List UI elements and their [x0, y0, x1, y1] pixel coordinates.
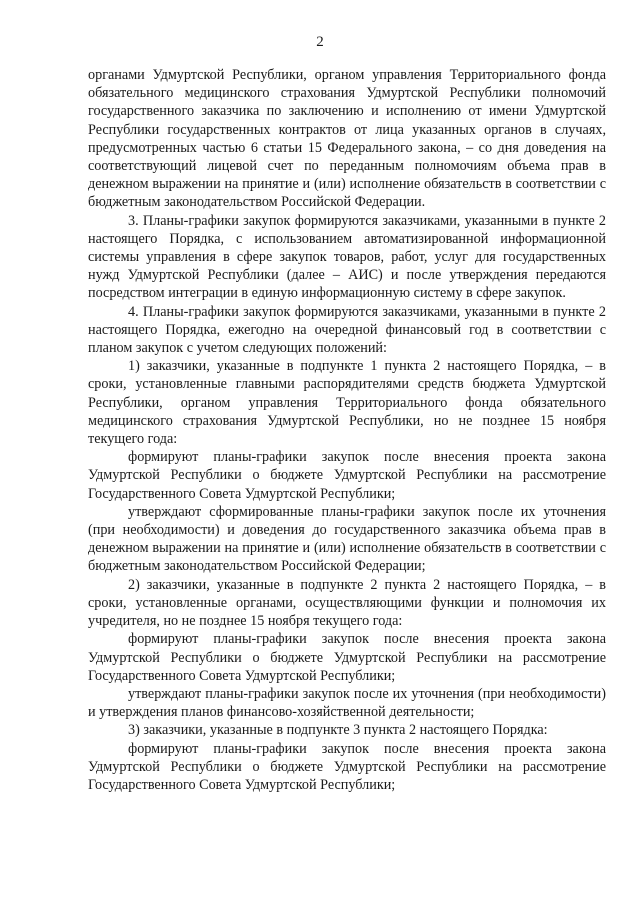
subitem-1-form: формируют планы-графики закупок после внесения проекта закона Удмуртской Республики о бюджете Удмуртской Республики на рассмотрение Государственного Совета Удмуртской Республики; [88, 449, 606, 502]
subitem-1: 1) заказчики, указанные в подпункте 1 пункта 2 настоящего Порядка, – в сроки, установленные главными распорядителями средств бюджета Удмуртской Республики, органом управления Территориального фонда обязательного медицинского страхования Удмуртской Республики, но не позднее 15 ноября текущего года: [88, 358, 606, 448]
subitem-3-form: формируют планы-графики закупок после внесения проекта закона Удмуртской Республики о бюджете Удмуртской Республики на рассмотрение Государственного Совета Удмуртской Республики; [88, 740, 606, 793]
subitem-1-approve: утверждают сформированные планы-графики закупок после их уточнения (при необходимости) и доведения до государственного заказчика объема прав в денежном выражении на принятие и (или) исполнение обязательств в соответствии с бюджетным законодательством Российской Федерации; [88, 503, 606, 575]
paragraph-continuation: органами Удмуртской Республики, органом управления Территориального фонда обязательного медицинского страхования Удмуртской Республики полномочий государственного заказчика по заключению и исполнению от имени Удмуртской Республики государственных контрактов от лица указанных органов в случаях, предусмотренных частью 6 статьи 15 Федерального закона, – со дня доведения на соответствующий лицевой счет по переданным полномочиям объема прав в денежном выражении на принятие и (или) исполнение обязательств в соответствии с бюджетным законодательством Российской Федерации. [88, 67, 606, 211]
page-number: 2 [316, 34, 324, 50]
subitem-2: 2) заказчики, указанные в подпункте 2 пункта 2 настоящего Порядка, – в сроки, установленные органами, осуществляющими функции и полномочия их учредителя, но не позднее 15 ноября текущего года: [88, 576, 606, 630]
paragraph-item-3: 3. Планы-графики закупок формируются заказчиками, указанными в пункте 2 настоящего Порядка, с использованием автоматизированной информационной системы управления в сфере закупок товаров, работ, услуг для государственных нужд Удмуртской Республики (далее – АИС) и после утверждения передаются посредством интеграции в единую информационную систему в сфере закупок. [88, 212, 606, 302]
document-body [88, 66, 606, 794]
subitem-2-approve: утверждают планы-графики закупок после их уточнения (при необходимости) и утверждения планов финансово-хозяйственной деятельности; [88, 685, 606, 721]
paragraph-item-4: 4. Планы-графики закупок формируются заказчиками, указанными в пункте 2 настоящего Порядка, ежегодно на очередной финансовый год в соответствии с планом закупок с учетом следующих положений: [88, 303, 606, 357]
subitem-3: 3) заказчики, указанные в подпункте 3 пункта 2 настоящего Порядка: [128, 722, 548, 739]
subitem-2-form: формируют планы-графики закупок после внесения проекта закона Удмуртской Республики о бюджете Удмуртской Республики на рассмотрение Государственного Совета Удмуртской Республики; [88, 631, 606, 684]
